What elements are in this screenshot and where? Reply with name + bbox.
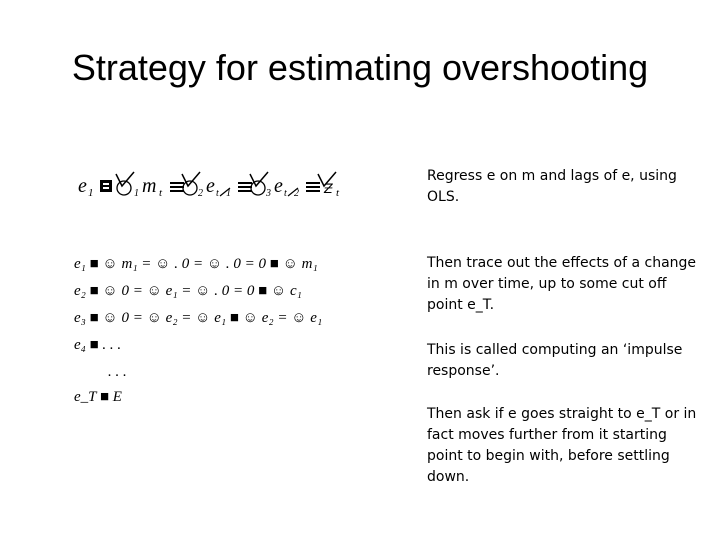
row-label: e₁ xyxy=(74,256,86,272)
row-expression: . . . xyxy=(108,364,127,380)
svg-text:Ƶ: Ƶ xyxy=(324,180,333,196)
row-label: e_T xyxy=(74,389,97,405)
row-expression: ■ ☺ 0 = ☺ e₁ = ☺ . 0 = 0 ■ ☺ c₁ xyxy=(89,283,302,299)
svg-text:2: 2 xyxy=(294,188,299,199)
row-label: e₃ xyxy=(74,310,86,326)
svg-text:t: t xyxy=(336,187,340,199)
equation-glyphs xyxy=(78,166,378,206)
row-expression: ■ . . . xyxy=(89,337,122,353)
row-label: e₄ xyxy=(74,337,86,353)
svg-text:1: 1 xyxy=(134,188,139,199)
svg-text:1: 1 xyxy=(226,188,231,199)
impulse-row-2 xyxy=(74,283,302,309)
paragraph-impulse-response: This is called computing an ‘impulse response’. xyxy=(427,342,683,379)
impulse-row-ellipsis xyxy=(108,364,127,390)
impulse-row-4 xyxy=(74,337,121,363)
svg-text:t: t xyxy=(216,188,219,199)
svg-text:t: t xyxy=(284,188,287,199)
svg-text:e: e xyxy=(274,175,283,197)
slide-title: Strategy for estimating overshooting xyxy=(71,47,649,88)
impulse-row-1 xyxy=(74,256,318,282)
row-expression: ■ ☺ 0 = ☺ e₂ = ☺ e₁ ■ ☺ e₂ = ☺ e₁ xyxy=(89,310,323,326)
svg-text:3: 3 xyxy=(266,188,271,199)
row-label: e₂ xyxy=(74,283,86,299)
svg-text:e: e xyxy=(78,175,87,197)
row-expression: ■ E xyxy=(99,389,122,405)
svg-text:1: 1 xyxy=(88,187,94,199)
svg-text:e: e xyxy=(206,175,215,197)
svg-text:2: 2 xyxy=(198,188,203,199)
paragraph-regression: Regress e on m and lags of e, using OLS. xyxy=(427,168,677,205)
impulse-row-3 xyxy=(74,310,322,336)
paragraph-overshoot-question: Then ask if e goes straight to e_T or in fact moves further from it starting point to begin with, before settling down. xyxy=(427,406,697,485)
main-equation xyxy=(78,166,398,206)
paragraph-trace-effects: Then trace out the effects of a change in m over time, up to some cut off point e_T. xyxy=(427,255,697,313)
svg-text:t: t xyxy=(159,187,163,199)
row-expression: ■ ☺ m₁ = ☺ . 0 = ☺ . 0 = 0 ■ ☺ m₁ xyxy=(89,256,318,272)
svg-text:m: m xyxy=(142,175,157,197)
impulse-row-final xyxy=(74,389,122,415)
